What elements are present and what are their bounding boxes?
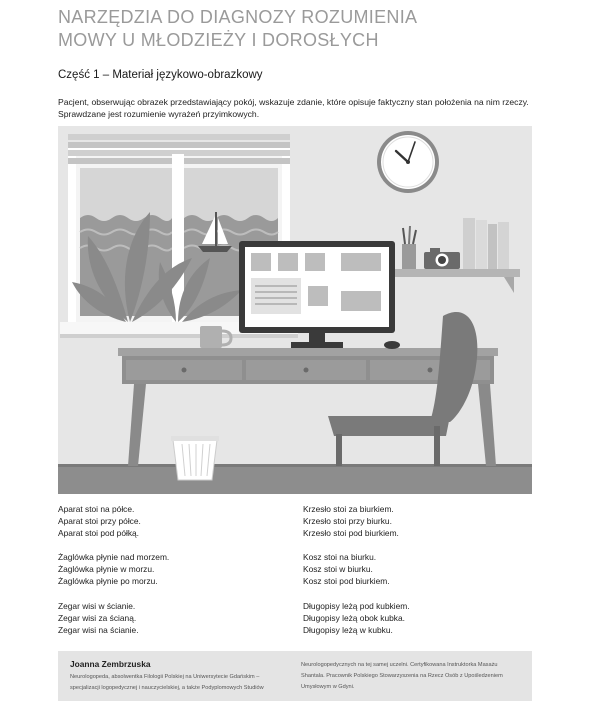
sentence-option[interactable]: Aparat stoi pod półką. — [58, 528, 140, 538]
sentence-group — [303, 600, 410, 636]
wall-clock — [377, 131, 439, 193]
title-line: MOWY U MŁODZIEŻY I DOROSŁYCH — [58, 30, 379, 50]
sentence-option[interactable]: Długopisy leżą obok kubka. — [303, 613, 405, 623]
author-box — [58, 651, 532, 701]
bio-line: Neurologopeda, absolwentka Filologii Polskiej na Uniwersytecie Gdańskim – — [70, 674, 260, 680]
page-title — [58, 6, 558, 52]
bio-line: Shantala. Pracownik Polskiego Stowarzyszenia na Rzecz Osób z Upośledzeniem — [301, 673, 503, 679]
sentence-option[interactable]: Długopisy leżą w kubku. — [303, 625, 393, 635]
sentence-group — [58, 551, 169, 587]
sentence-option[interactable]: Długopisy leżą pod kubkiem. — [303, 601, 410, 611]
instruction-line: Pacjent, obserwując obrazek przedstawiający pokój, wskazuje zdanie, które opisuje faktyczny stan położenia na nim rzeczy. — [58, 97, 529, 107]
bio-line: specjalizacji logopedycznej i nauczycielskiej, a także Podyplomowych Studiów — [70, 685, 264, 691]
sentence-group — [303, 503, 399, 539]
sentence-option[interactable]: Zegar wisi za ścianą. — [58, 613, 137, 623]
sentence-option[interactable]: Zegar wisi na ścianie. — [58, 625, 139, 635]
sentence-option[interactable]: Kosz stoi pod biurkiem. — [303, 576, 390, 586]
sentence-option[interactable]: Żaglówka płynie po morzu. — [58, 576, 158, 586]
sentence-option[interactable]: Aparat stoi na półce. — [58, 504, 135, 514]
sentence-option[interactable]: Krzesło stoi pod biurkiem. — [303, 528, 399, 538]
sentence-option[interactable]: Aparat stoi przy półce. — [58, 516, 141, 526]
sentence-option[interactable]: Zegar wisi w ścianie. — [58, 601, 136, 611]
sentence-option[interactable]: Krzesło stoi przy biurku. — [303, 516, 392, 526]
sentence-option[interactable]: Krzesło stoi za biurkiem. — [303, 504, 394, 514]
author-bio-left — [70, 672, 264, 694]
monitor — [239, 241, 395, 348]
sentence-option[interactable]: Kosz stoi na biurku. — [303, 552, 377, 562]
title-line: NARZĘDZIA DO DIAGNOZY ROZUMIENIA — [58, 7, 418, 27]
floor — [58, 466, 532, 494]
sentence-group — [58, 600, 139, 636]
sentence-option[interactable]: Żaglówka płynie w morzu. — [58, 564, 155, 574]
author-name: Joanna Zembrzuska — [70, 659, 151, 669]
wastebasket — [171, 436, 219, 480]
instruction-line: Sprawdzane jest rozumienie wyrażeń przyimkowych. — [58, 109, 260, 119]
instructions — [58, 96, 538, 120]
sentence-group — [58, 503, 141, 539]
bio-line: Neurologopedycznych na tej samej uczelni. Certyfikowana Instruktorka Masażu — [301, 662, 498, 668]
sentence-group — [303, 551, 390, 587]
sentence-option[interactable]: Żaglówka płynie nad morzem. — [58, 552, 170, 562]
mouse — [384, 341, 400, 349]
room-illustration — [58, 126, 532, 494]
section-subtitle: Część 1 – Materiał językowo-obrazkowy — [58, 69, 263, 81]
author-bio-right — [301, 660, 503, 693]
bio-line: Umysłowym w Gdyni. — [301, 684, 355, 690]
sentence-option[interactable]: Kosz stoi w biurku. — [303, 564, 373, 574]
